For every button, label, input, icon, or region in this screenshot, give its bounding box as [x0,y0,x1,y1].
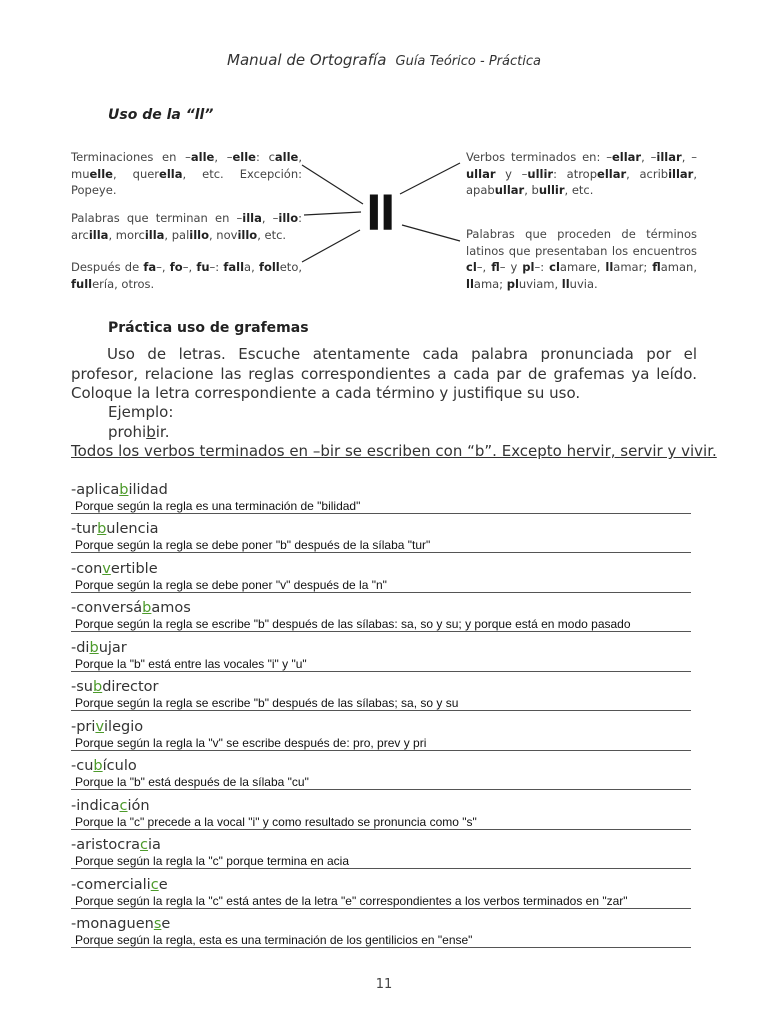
exercise-word-post: ilegio [104,719,144,735]
rule-highlight: illo [237,227,258,242]
rule-text: , mu [71,150,303,181]
connector-line [402,225,460,241]
exercise-word-letter: v [95,719,105,735]
exercise-word-post: director [102,679,159,695]
exercise-answer: Porque según la regla se debe poner "b" después de la sílaba "tur" [71,538,691,553]
rule-text: , pal [164,227,190,242]
rule-highlight: illa [242,211,262,225]
rule-text: , etc. [257,227,287,242]
rule-text: , acrib [626,166,669,181]
rule-text: –, [476,260,492,274]
rule-text: , b [524,183,539,197]
exercise-word [71,836,691,854]
exercise-word-post: ículo [102,758,137,774]
rule-text: : c [255,150,275,164]
rule-text: uviam, [518,276,562,291]
exercise-word [71,599,691,617]
rule-highlight: ullar [494,183,525,197]
example-word-pre: prohi [108,423,147,441]
exercise-word-post: ulencia [106,521,159,537]
rule-highlight: fl [652,260,661,274]
rule-text: – y [499,260,523,274]
rule-highlight: fu [196,260,210,274]
rule-highlight: ellar [611,150,642,164]
rule-highlight: illo [189,227,209,242]
exercise-item [71,481,691,514]
rule-highlight: cl [549,260,560,274]
rule-text: : arc [71,211,302,242]
exercise-word-letter: b [142,600,152,616]
exercise-word [71,718,691,736]
exercise-word-letter: b [119,482,129,498]
example-word-post: ir. [155,423,170,441]
exercise-word-pre: -monaguen [71,916,154,932]
exercise-word-letter: b [92,679,103,695]
exercise-word-letter: s [153,916,162,932]
rule-highlight: ella [159,166,183,181]
exercise-item [71,560,691,593]
rule-highlight: full [71,276,93,291]
rule-text: ama; [473,276,507,291]
exercise-answer: Porque según la regla es una terminación de "bilidad" [71,499,691,514]
exercise-item [71,639,691,672]
section-title: Uso de la “ll” [108,107,214,123]
rule-highlight: alle [190,150,215,164]
header-title: Manual de Ortografía [227,51,387,69]
rule-highlight: elle [89,166,113,181]
connector-line [400,163,460,194]
connector-line [304,212,361,215]
exercise-answer: Porque según la regla se escribe "b" después de las sílabas; sa, so y su [71,696,691,711]
rule-text: uvia. [569,276,598,291]
rule-highlight: fall [223,260,245,274]
exercise-word-pre: -cu [71,758,94,774]
rule-text: aman, [660,260,697,274]
rule-text: y – [495,166,528,181]
example-word [108,423,169,441]
ll-symbol: ll [366,187,394,241]
exercise-word-pre: -pri [71,719,96,735]
practice-paragraph: Uso de letras. Escuche atentamente cada palabra pronunciada por el profesor, relacione las reglas correspondientes a cada par de grafemas ya leído. Coloque la letra correspondiente a cada término y justifique su uso. [71,345,697,402]
exercise-word-post: ertible [110,561,158,577]
exercise-word-post: ia [148,837,161,853]
connector-line [302,230,360,262]
exercise-word [71,757,691,775]
rule-text: , – [641,150,657,164]
rule-highlight: foll [258,260,280,274]
exercise-item [71,836,691,869]
connector-lines [0,0,768,320]
rule-text: , nov [209,227,238,242]
exercise-word-letter: c [119,798,128,814]
rule-highlight: ullar [466,166,496,181]
rule-text: , – [681,150,697,164]
rule-text: –: [209,260,224,274]
rule-highlight: illar [668,166,694,181]
rule-highlight: illa [144,227,165,242]
example-rule: Todos los verbos terminados en –bir se escriben con “b”. Excepto hervir, servir y vivir. [71,442,717,460]
rule-text: Palabras que terminan en – [71,211,243,225]
rule-text: –, [156,260,170,274]
exercise-word-post: amos [151,600,191,616]
rule-highlight: ll [605,260,614,274]
rule-text: amar; [613,260,653,274]
example-word-letter: b [146,423,156,441]
exercise-word-pre: -aristocra [71,837,141,853]
exercise-word [71,481,691,499]
rule-highlight: illo [278,211,299,225]
rule-text: amare, [559,260,606,274]
exercise-answer: Porque según la regla la "c" está antes de la letra "e" correspondientes a los verbos terminados en "zar" [71,894,691,909]
rule-highlight: fo [169,260,183,274]
rule-text: , etc. Excepción: Popeye. [71,166,302,197]
connector-line [302,165,363,204]
exercise-word-post: ujar [98,640,127,656]
rule-text: , quer [112,166,160,181]
exercise-word [71,915,691,933]
rule-highlight: ullir [538,183,565,197]
exercise-word-pre: -con [71,561,103,577]
exercise-word-letter: b [97,521,107,537]
exercise-answer: Porque según la regla, esta es una terminación de los gentilicios en "ense" [71,933,691,948]
exercise-item [71,915,691,948]
rule-text: Terminaciones en – [71,150,191,164]
exercise-item [71,520,691,553]
rule-text: eto, [279,260,303,274]
rule-highlight: illar [656,150,682,164]
exercise-word-pre: -su [71,679,93,695]
exercise-item [71,876,691,909]
exercise-word-pre: -conversá [71,600,143,616]
exercise-item [71,678,691,711]
rule-highlight: ll [561,276,570,291]
rule-highlight: alle [274,150,299,164]
rule-highlight: ullir [527,166,554,181]
rule-text: , morc [108,227,145,242]
rule-text: –, [182,260,197,274]
page-number: 11 [375,977,393,992]
exercise-word-pre: -comerciali [71,877,151,893]
rule-highlight: pl [506,276,519,291]
rule-highlight: fa [143,260,157,274]
exercise-answer: Porque según la regla se escribe "b" después de las sílabas: sa, so y su; y porque está en modo pasado [71,617,691,632]
exercise-word-post: ilidad [128,482,168,498]
rule-highlight: pl [522,260,535,274]
exercise-word-post: e [161,916,171,932]
exercise-word-pre: -aplica [71,482,120,498]
exercise-word [71,876,691,894]
exercise-word-letter: b [89,640,99,656]
exercise-word-pre: -tur [71,521,98,537]
exercise-word-letter: v [102,561,111,577]
exercise-answer: Porque según la regla la "c" porque termina en acia [71,854,691,869]
rule-text: : atrop [553,166,598,181]
exercise-word-post: e [158,877,168,893]
exercise-answer: Porque la "b" está después de la sílaba "cu" [71,775,691,790]
rule-text: , – [261,211,279,225]
exercise-item [71,599,691,632]
exercise-word-pre: -indica [71,798,120,814]
rule-text: Palabras que proceden de términos latinos que presentaban los encuentros [466,227,697,258]
exercise-word [71,520,691,538]
exercise-item [71,797,691,830]
exercise-word-letter: c [150,877,159,893]
header-subtitle: Guía Teórico - Práctica [395,54,541,69]
exercise-item [71,757,691,790]
exercise-item [71,718,691,751]
rule-text: , apab [466,166,697,197]
rule-highlight: cl [466,260,477,274]
exercise-word [71,639,691,657]
example-label: Ejemplo: [108,403,174,421]
rule-text: a, [244,260,259,274]
rule-text: , etc. [564,183,594,197]
exercise-word [71,678,691,696]
exercise-word-pre: -di [71,640,90,656]
rule-text: Después de [71,260,144,274]
rule-text: , – [214,150,233,164]
exercise-answer: Porque según la regla la "v" se escribe después de: pro, prev y pri [71,736,691,751]
exercise-answer: Porque la "b" está entre las vocales "i" y "u" [71,657,691,672]
exercise-word-letter: c [140,837,149,853]
exercise-answer: Porque según la regla se debe poner "v" después de la "n" [71,578,691,593]
exercise-answer: Porque la "c" precede a la vocal "i" y como resultado se pronuncia como "s" [71,815,691,830]
rule-highlight: ll [466,276,474,291]
rule-text: Verbos terminados en: – [466,150,612,164]
rule-text: ería, otros. [92,276,155,291]
rule-highlight: illa [88,227,109,242]
rule-highlight: ellar [597,166,627,181]
exercise-word [71,797,691,815]
rule-highlight: elle [232,150,256,164]
exercise-word [71,560,691,578]
exercise-word-post: ión [127,798,150,814]
practice-title: Práctica uso de grafemas [108,320,309,336]
rule-highlight: fl [491,260,500,274]
rule-text: –: [534,260,550,274]
exercise-word-letter: b [93,758,103,774]
